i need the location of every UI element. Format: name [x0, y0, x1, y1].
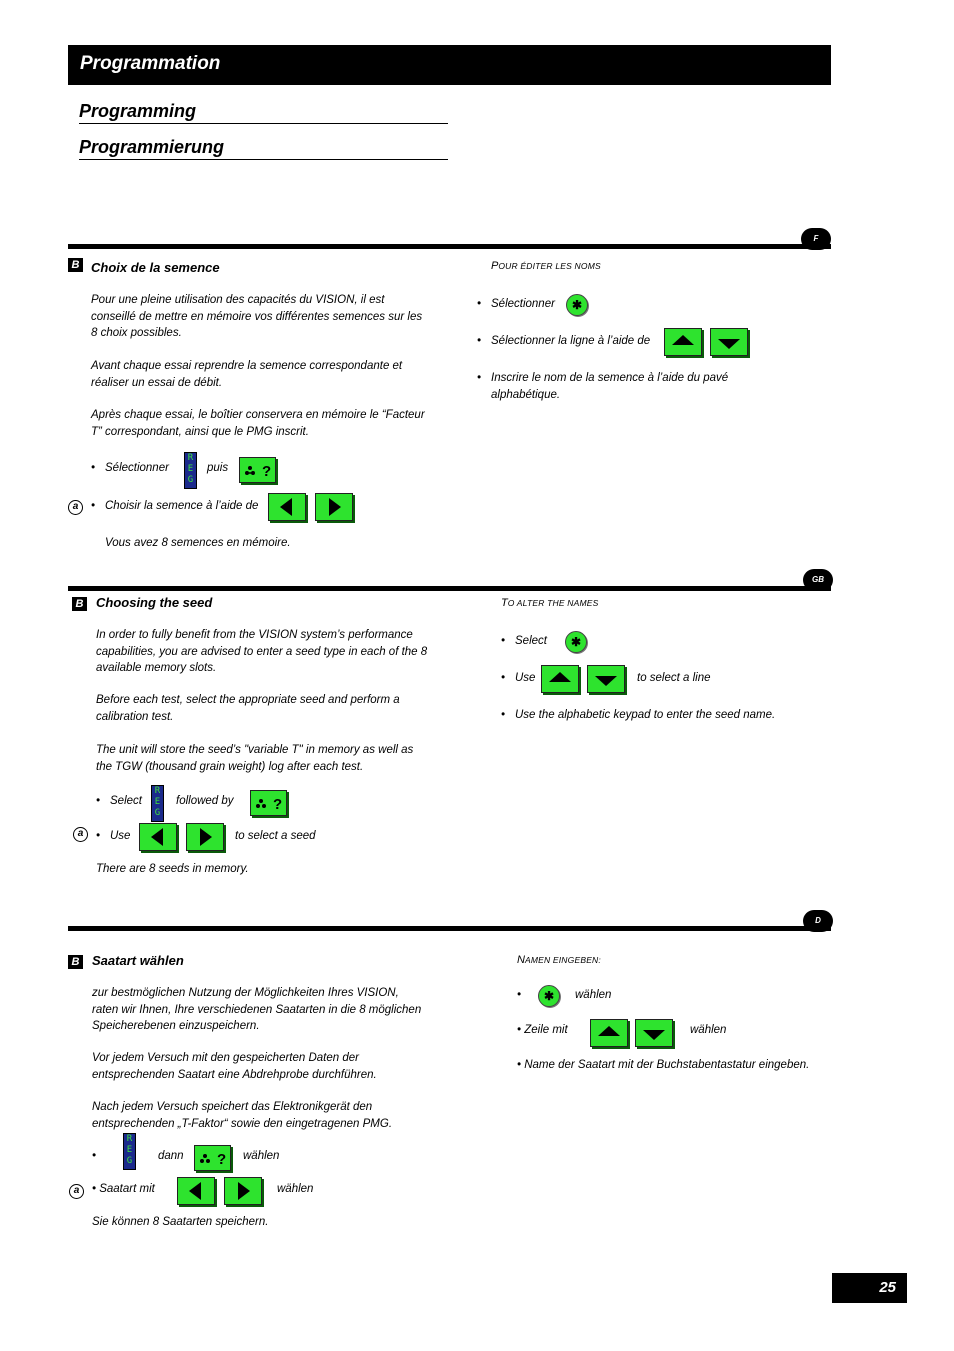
select-label-gb: Select	[110, 795, 142, 807]
seed-with-label-de: • Saatart mit	[92, 1183, 155, 1195]
seed-choose-label-de: wählen	[277, 1183, 314, 1195]
down-arrow-button[interactable]	[587, 665, 625, 693]
left-arrow-button[interactable]	[268, 493, 306, 521]
section-heading-de: Saatart wählen	[92, 953, 184, 968]
right-arrow-button[interactable]	[224, 1177, 262, 1205]
bullet: •	[501, 709, 506, 721]
alter-names-heading-gb: TO ALTER THE NAMES	[501, 597, 599, 609]
bullet: •	[501, 635, 506, 647]
keypad-label-gb: Use the alphabetic keypad to enter the seed name.	[515, 709, 776, 721]
b-marker-icon: B	[68, 258, 83, 272]
bullet: •	[92, 1150, 97, 1162]
right-arrow-button[interactable]	[186, 823, 224, 851]
paragraph-fr-2: Avant chaque essai reprendre la semence correspondante et réaliser un essai de débit.	[91, 360, 403, 389]
right-arrow-button[interactable]	[315, 493, 353, 521]
paragraph-de-1: zur bestmöglichen Nutzung der Möglichkeiten Ihres VISION, raten wir Ihnen, Ihre verschiedenen Saatarten in die 8 möglichen Speicherebenen einzuspeichern.	[92, 987, 422, 1032]
language-badge-de: D	[803, 910, 833, 932]
bullet: •	[96, 830, 101, 842]
choose-label-de: wählen	[243, 1150, 280, 1162]
page-number-box	[832, 1273, 907, 1303]
enter-name-label-de: • Name der Saatart mit der Buchstabentastatur eingeben.	[517, 1059, 810, 1071]
enter-name-label-fr: Inscrire le nom de la semence à l’aide du pavé alphabétique.	[491, 372, 729, 401]
enter-names-heading-de: NAMEN EINGEBEN:	[517, 954, 601, 966]
bullet: •	[501, 672, 506, 684]
seed-question-button[interactable]	[250, 790, 287, 816]
bullet: •	[517, 989, 522, 1001]
star-button-icon[interactable]: ✱	[565, 631, 587, 653]
memory-note-fr: Vous avez 8 semences en mémoire.	[105, 537, 291, 549]
right-select-label-fr: Sélectionner	[491, 298, 555, 310]
left-arrow-button[interactable]	[139, 823, 177, 851]
select-line-label-gb: to select a line	[637, 672, 711, 684]
paragraph-gb-1: In order to fully benefit from the VISION system’s performance capabilities, you are advised to enter a seed type in each of the 8 available memory slots.	[96, 629, 428, 674]
section-rule-fr	[68, 244, 831, 249]
language-badge-fr: F	[801, 228, 831, 250]
left-arrow-button[interactable]	[177, 1177, 215, 1205]
line-choose-label-de: wählen	[690, 1024, 727, 1036]
bullet: •	[477, 298, 482, 310]
paragraph-gb-3: The unit will store the seed’s "variable T" in memory as well as the TGW (thousand grain weight) log after each test.	[96, 744, 414, 773]
up-arrow-button[interactable]	[541, 665, 579, 693]
a-marker-icon: a	[73, 827, 88, 842]
line-with-label-de: • Zeile mit	[517, 1024, 568, 1036]
section-heading-fr: Choix de la semence	[91, 260, 220, 275]
a-marker-icon: a	[69, 1184, 84, 1199]
followed-by-label-gb: followed by	[176, 795, 234, 807]
choose-label-de-right: wählen	[575, 989, 612, 1001]
a-marker-icon: a	[68, 500, 83, 515]
section-heading-gb: Choosing the seed	[96, 595, 213, 610]
reg-display-icon: R E G	[123, 1133, 136, 1170]
paragraph-de-3: Nach jedem Versuch speichert das Elektronikgerät den entsprechenden „T-Faktor“ sowie den eingetragenen PMG.	[92, 1101, 393, 1130]
edit-names-heading-fr: POUR ÉDITER LES NOMS	[491, 260, 601, 272]
paragraph-fr-1: Pour une pleine utilisation des capacités du VISION, il est conseillé de mettre en mémoire vos différentes semences sur les 8 choix possibles.	[91, 294, 423, 339]
bullet: •	[91, 462, 96, 474]
paragraph-gb-2: Before each test, select the appropriate seed and perform a calibration test.	[96, 694, 400, 723]
page-number: 25	[879, 1279, 896, 1296]
paragraph-fr-3: Après chaque essai, le boîtier conservera en mémoire le “Facteur T” correspondant, ainsi que le PMG inscrit.	[91, 409, 425, 438]
star-button-icon[interactable]: ✱	[566, 294, 588, 316]
select-seed-label-gb: to select a seed	[235, 830, 316, 842]
language-badge-gb: GB	[803, 569, 833, 591]
title-bar	[68, 45, 831, 85]
right-select-label-gb: Select	[515, 635, 547, 647]
reg-display-icon: R E G	[184, 452, 197, 489]
b-marker-icon: B	[72, 597, 87, 611]
subtitle-english: Programming	[79, 101, 448, 124]
seed-question-button[interactable]	[239, 457, 276, 483]
memory-note-de: Sie können 8 Saatarten speichern.	[92, 1216, 269, 1228]
reg-display-icon: R E G	[151, 785, 164, 822]
star-button-icon[interactable]: ✱	[538, 985, 560, 1007]
right-use-label-gb: Use	[515, 672, 536, 684]
section-rule-de	[68, 926, 831, 931]
subtitle-german: Programmierung	[79, 137, 448, 160]
up-arrow-button[interactable]	[664, 328, 702, 356]
select-label-fr: Sélectionner	[105, 462, 169, 474]
then-label-fr: puis	[207, 462, 229, 474]
up-arrow-button[interactable]	[590, 1019, 628, 1047]
svg-text:?: ?	[262, 463, 272, 480]
down-arrow-button[interactable]	[635, 1019, 673, 1047]
bullet: •	[91, 500, 96, 512]
bullet: •	[96, 795, 101, 807]
page-title: Programmation	[80, 53, 221, 74]
down-arrow-button[interactable]	[710, 328, 748, 356]
bullet: •	[477, 335, 482, 347]
b-marker-icon: B	[68, 955, 83, 969]
memory-note-gb: There are 8 seeds in memory.	[96, 863, 249, 875]
svg-text:?: ?	[273, 796, 283, 813]
select-line-label-fr: Sélectionner la ligne à l’aide de	[491, 335, 651, 347]
then-label-de: dann	[158, 1150, 184, 1162]
use-label-gb: Use	[110, 830, 131, 842]
paragraph-de-2: Vor jedem Versuch mit den gespeicherten Daten der entsprechenden Saatart eine Abdrehprobe durchführen.	[92, 1052, 377, 1081]
svg-text:?: ?	[217, 1151, 227, 1168]
bullet: •	[477, 372, 482, 384]
seed-question-button[interactable]	[194, 1145, 231, 1171]
choose-label-fr: Choisir la semence à l’aide de	[105, 500, 259, 512]
section-rule-gb	[68, 586, 831, 591]
